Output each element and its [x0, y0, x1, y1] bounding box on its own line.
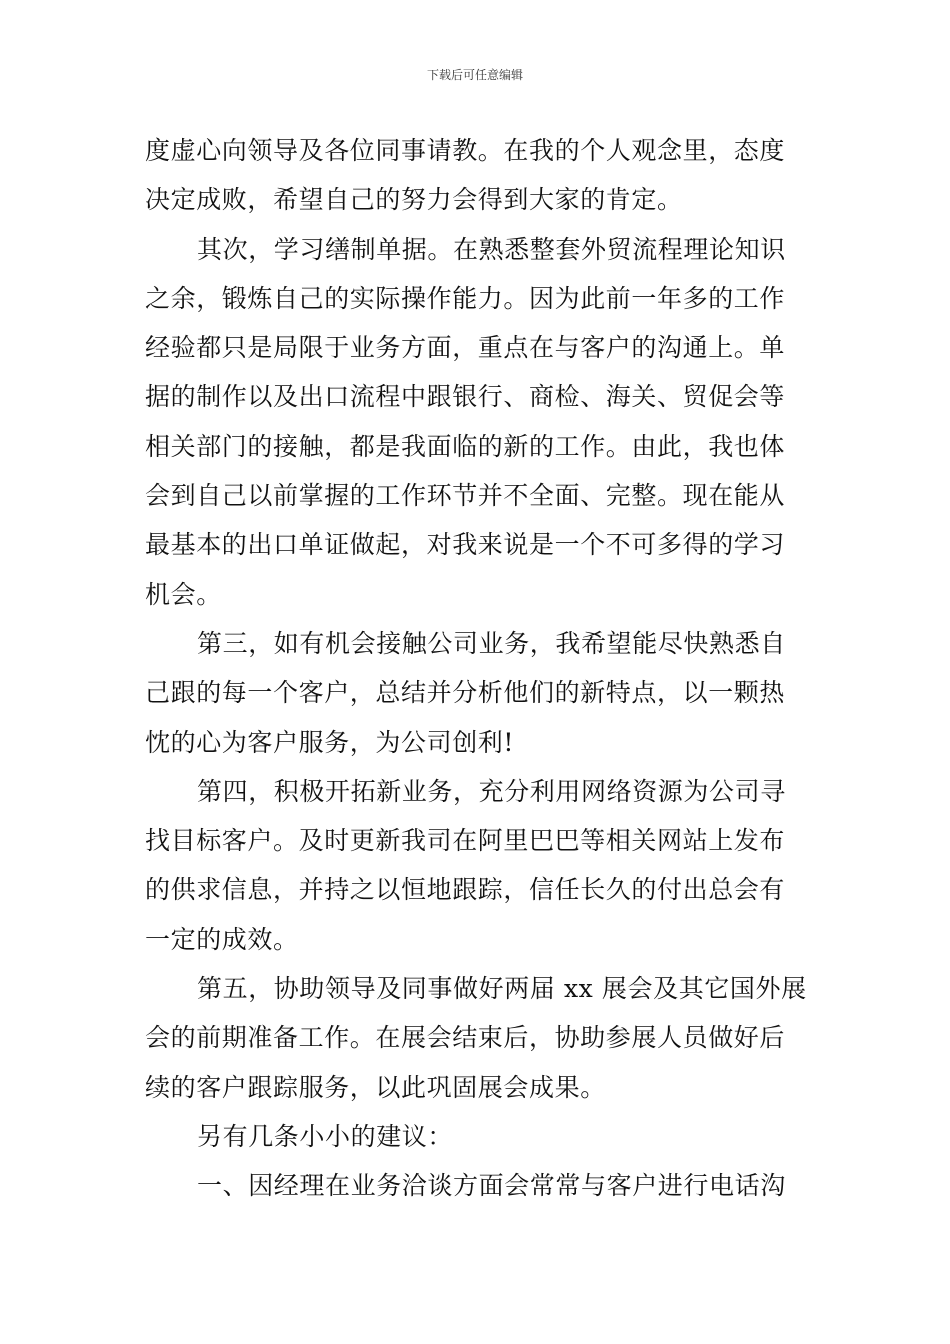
- text-line: 决定成败，希望自己的努力会得到大家的肯定。: [145, 185, 683, 215]
- text-line: 的供求信息，并持之以恒地跟踪，信任长久的付出总会有: [145, 875, 786, 905]
- document-body: [145, 126, 807, 1211]
- text-line: 机会。: [145, 579, 222, 609]
- text-line: 之余，锻炼自己的实际操作能力。因为此前一年多的工作: [145, 283, 786, 313]
- text-line: 度虚心向领导及各位同事请教。在我的个人观念里，态度: [145, 136, 786, 165]
- text-line: 据的制作以及出口流程中跟银行、商检、海关、贸促会等: [145, 382, 786, 412]
- text-line: 己跟的每一个客户，总结并分析他们的新特点，以一颗热: [145, 678, 786, 708]
- text-line: 经验都只是局限于业务方面，重点在与客户的沟通上。单: [145, 333, 786, 363]
- page-header: 下载后可任意编辑: [426, 68, 523, 82]
- text-line: 忱的心为客户服务，为公司创利!: [145, 727, 515, 757]
- text-line: 找目标客户。及时更新我司在阿里巴巴等相关网站上发布: [145, 826, 786, 856]
- text-line: 第五，协助领导及同事做好两届 xx 展会及其它国外展: [197, 974, 807, 1004]
- text-line: 第三，如有机会接触公司业务，我希望能尽快熟悉自: [197, 628, 786, 658]
- text-line: 续的客户跟踪服务，以此巩固展会成果。: [145, 1072, 606, 1102]
- text-line: 一、因经理在业务洽谈方面会常常与客户进行电话沟: [197, 1171, 786, 1201]
- text-line: 第四，积极开拓新业务，充分利用网络资源为公司寻: [197, 776, 786, 806]
- text-line: 会的前期准备工作。在展会结束后，协助参展人员做好后: [145, 1023, 786, 1053]
- text-line: 相关部门的接触，都是我面临的新的工作。由此，我也体: [145, 431, 786, 461]
- text-line: 最基本的出口单证做起，对我来说是一个不可多得的学习: [145, 530, 786, 560]
- text-line: 会到自己以前掌握的工作环节并不全面、完整。现在能从: [145, 481, 786, 511]
- text-line: 一定的成效。: [145, 924, 299, 954]
- text-line: 另有几条小小的建议：: [197, 1121, 454, 1151]
- text-line: 其次，学习缮制单据。在熟悉整套外贸流程理论知识: [197, 234, 786, 264]
